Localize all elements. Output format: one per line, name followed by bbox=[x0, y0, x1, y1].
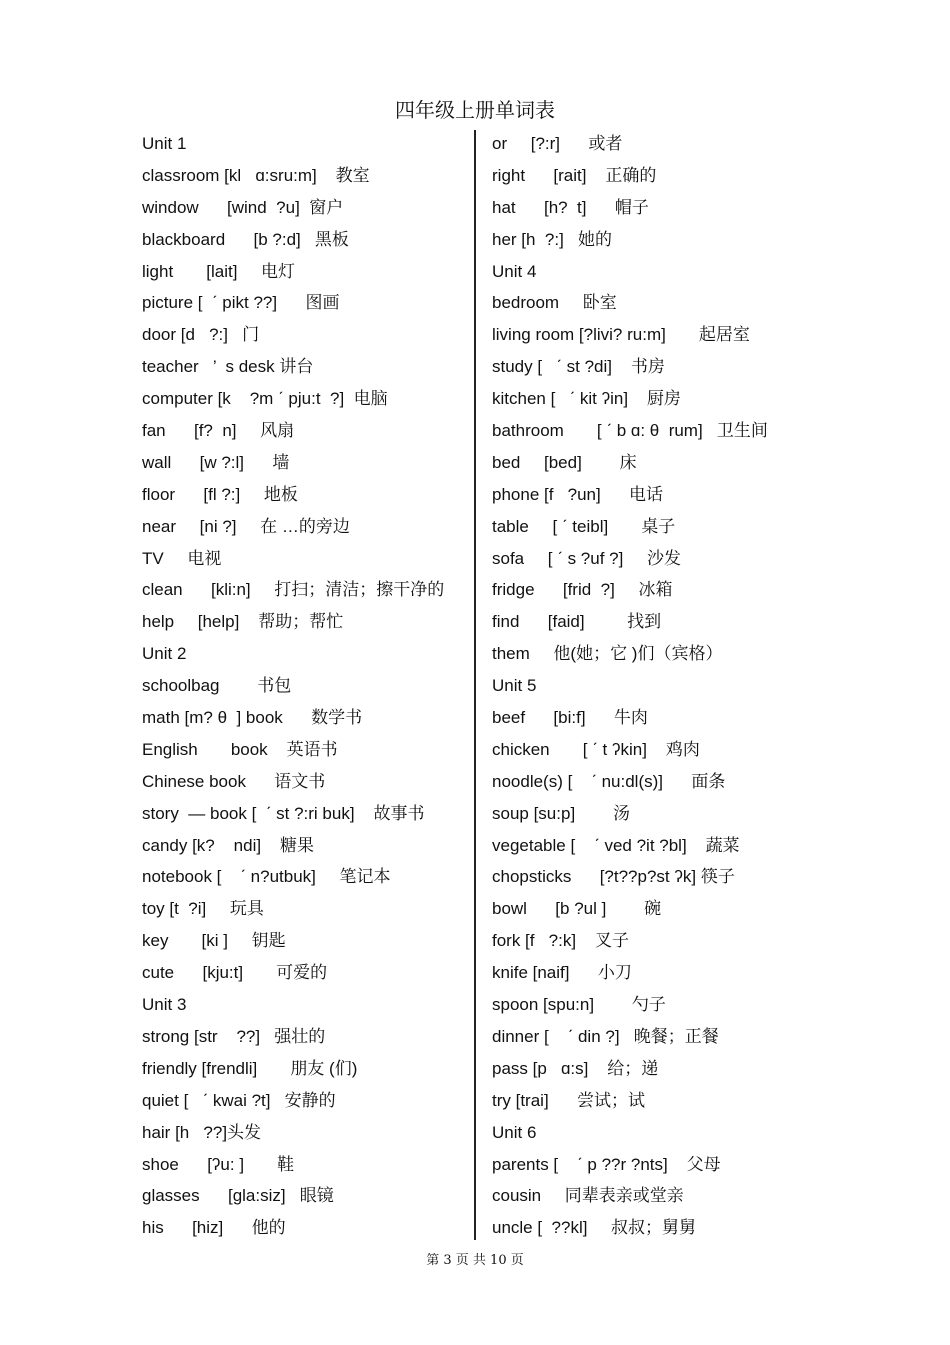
word-entry: hair [h ??]头发 bbox=[142, 1122, 262, 1142]
word-entry: right [rait] 正确的 bbox=[492, 165, 657, 185]
word-entry: vegetable [ ˊ ved ?it ?bl] 蔬菜 bbox=[492, 835, 740, 855]
word-entry: quiet [ ˊ kwai ?t] 安静的 bbox=[142, 1090, 336, 1110]
word-entry: table [ ˊ teibl] 桌子 bbox=[492, 516, 676, 536]
page-footer: 第 3 页 共 10 页 bbox=[426, 1253, 524, 1268]
word-entry: Unit 4 bbox=[492, 261, 537, 281]
word-entry: friendly [frendli] 朋友 (们) bbox=[142, 1058, 358, 1078]
word-entry: noodle(s) [ ˊ nu:dl(s)] 面条 bbox=[492, 771, 726, 791]
word-entry: sofa [ ˊ s ?uf ?] 沙发 bbox=[492, 548, 681, 568]
word-entry: chopsticks [?t??p?st ʔk] 筷子 bbox=[492, 867, 735, 887]
word-entry: light [lait] 电灯 bbox=[142, 261, 296, 281]
word-entry: fridge [frid ?] 冰箱 bbox=[492, 580, 673, 600]
word-entry: kitchen [ ˊ kit ʔin] 厨房 bbox=[492, 389, 681, 409]
word-entry: hat [h? t] 帽子 bbox=[492, 197, 649, 217]
word-entry: bedroom 卧室 bbox=[492, 293, 617, 313]
word-entry: candy [k? ndi] 糖果 bbox=[142, 835, 314, 855]
word-entry: computer [k ?m ˊ pju:t ?] 电脑 bbox=[142, 389, 388, 409]
word-entry: phone [f ?un] 电话 bbox=[492, 484, 664, 504]
word-entry: teacher ’ s desk 讲台 bbox=[142, 357, 314, 377]
word-entry: bowl [b ?ul ] 碗 bbox=[492, 899, 662, 919]
word-entry: Unit 6 bbox=[492, 1122, 537, 1142]
word-entry: pass [p ɑ:s] 给；递 bbox=[492, 1058, 659, 1078]
word-entry: knife [naif] 小刀 bbox=[492, 963, 632, 983]
word-entry: classroom [kl ɑ:sru:m] 教室 bbox=[142, 165, 370, 185]
word-entry: Unit 2 bbox=[142, 644, 187, 664]
word-entry: cousin 同辈表亲或堂亲 bbox=[492, 1186, 684, 1206]
word-entry: beef [bi:f] 牛肉 bbox=[492, 708, 648, 728]
word-entry: help [help] 帮助；帮忙 bbox=[142, 612, 344, 632]
word-entry: notebook [ ˊ n?utbuk] 笔记本 bbox=[142, 867, 391, 887]
word-entry: living room [?livi? ru:m] 起居室 bbox=[492, 325, 750, 345]
word-entry: picture [ ˊ pikt ??] 图画 bbox=[142, 293, 340, 313]
word-entry: strong [str ??] 强壮的 bbox=[142, 1026, 326, 1046]
column-divider bbox=[474, 130, 476, 1240]
word-entry: find [faid] 找到 bbox=[492, 612, 662, 632]
word-entry: shoe [ʔu: ] 鞋 bbox=[142, 1154, 295, 1174]
word-entry: key [ki ] 钥匙 bbox=[142, 931, 286, 951]
word-entry: chicken [ ˊ t ʔkin] 鸡肉 bbox=[492, 739, 700, 759]
right-word-column bbox=[492, 128, 822, 1244]
word-entry: soup [su:p] 汤 bbox=[492, 803, 630, 823]
word-entry: story — book [ ˊ st ?:ri buk] 故事书 bbox=[142, 803, 425, 823]
word-entry: blackboard [b ?:d] 黑板 bbox=[142, 229, 349, 249]
word-entry: Unit 5 bbox=[492, 676, 537, 696]
word-entry: parents [ ˊ p ??r ?nts] 父母 bbox=[492, 1154, 721, 1174]
left-word-column bbox=[142, 128, 472, 1244]
word-entry: toy [t ?i] 玩具 bbox=[142, 899, 264, 919]
word-entry: English book 英语书 bbox=[142, 739, 338, 759]
word-entry: uncle [ ??kl] 叔叔；舅舅 bbox=[492, 1218, 697, 1238]
word-entry: fork [f ?:k] 叉子 bbox=[492, 931, 629, 951]
word-entry: near [ni ?] 在 …的旁边 bbox=[142, 516, 350, 536]
word-entry: Unit 3 bbox=[142, 995, 187, 1015]
word-entry: or [?:r] 或者 bbox=[492, 134, 623, 153]
word-entry: fan [f? n] 风扇 bbox=[142, 421, 295, 441]
word-entry: bathroom [ ˊ b ɑ: θ rum] 卫生间 bbox=[492, 421, 768, 441]
word-entry: door [d ?:] 门 bbox=[142, 325, 260, 345]
word-entry: bed [bed] 床 bbox=[492, 452, 637, 472]
word-entry: try [trai] 尝试；试 bbox=[492, 1090, 646, 1110]
word-entry: her [h ?:] 她的 bbox=[492, 229, 612, 249]
word-entry: clean [kli:n] 打扫；清洁；擦干净的 bbox=[142, 580, 445, 600]
word-entry: dinner [ ˊ din ?] 晚餐；正餐 bbox=[492, 1026, 719, 1046]
word-entry: floor [fl ?:] 地板 bbox=[142, 484, 298, 504]
word-entry: Unit 1 bbox=[142, 134, 187, 153]
word-entry: spoon [spu:n] 勺子 bbox=[492, 995, 666, 1015]
word-entry: his [hiz] 他的 bbox=[142, 1218, 286, 1238]
word-entry: them 他(她；它 )们（宾格） bbox=[492, 644, 723, 664]
word-entry: math [m? θ ] book 数学书 bbox=[142, 708, 363, 728]
word-entry: cute [kju:t] 可爱的 bbox=[142, 963, 328, 983]
word-entry: glasses [gla:siz] 眼镜 bbox=[142, 1186, 334, 1206]
page-title: 四年级上册单词表 bbox=[395, 98, 555, 122]
word-entry: wall [w ?:l] 墙 bbox=[142, 452, 290, 472]
word-entry: study [ ˊ st ?di] 书房 bbox=[492, 357, 665, 377]
word-entry: TV 电视 bbox=[142, 548, 222, 568]
word-entry: Chinese book 语文书 bbox=[142, 771, 326, 791]
word-entry: schoolbag 书包 bbox=[142, 676, 292, 696]
word-entry: window [wind ?u] 窗户 bbox=[142, 197, 344, 217]
